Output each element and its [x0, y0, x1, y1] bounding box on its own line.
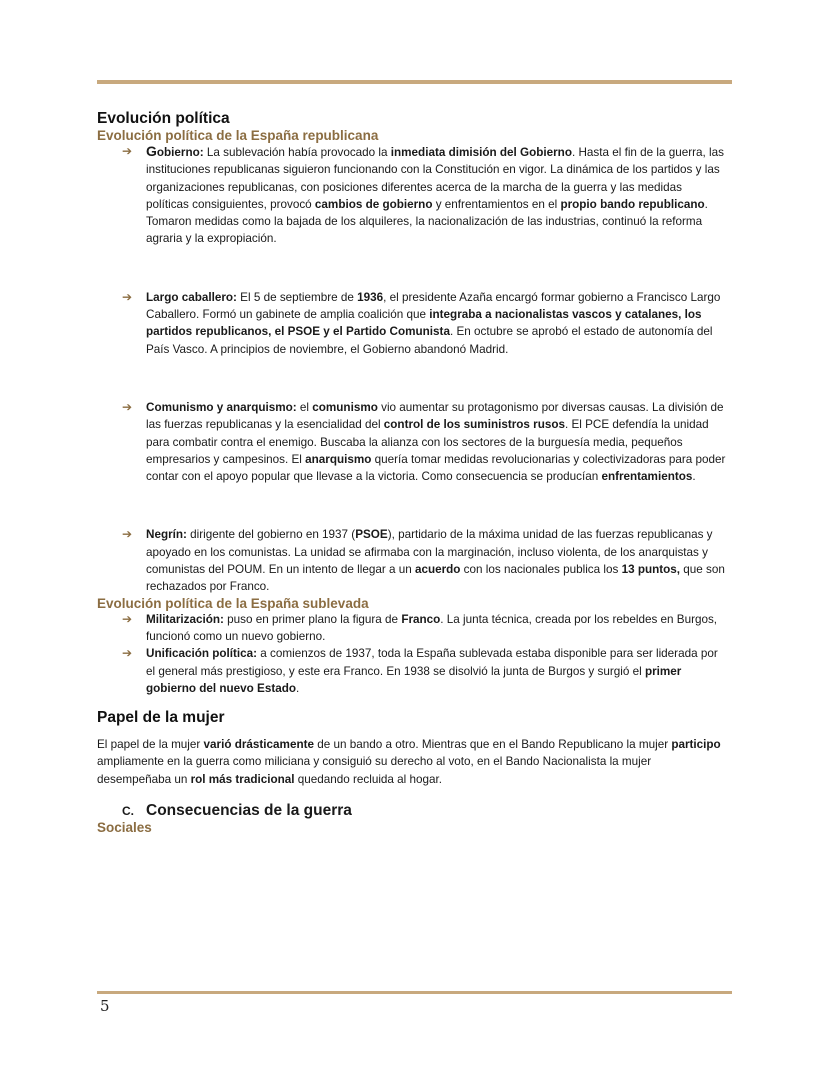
heading-evolucion-politica: Evolución política — [97, 110, 230, 127]
body-text: quedando recluida al hogar. — [294, 772, 443, 786]
list-item-comunismo-anarquismo — [122, 399, 727, 485]
bold-text: cambios de gobierno — [314, 197, 433, 211]
subheading-espana-sublevada: Evolución política de la España sublevada — [97, 595, 369, 611]
bottom-divider — [97, 991, 732, 994]
body-text: puso en primer plano la figura de — [223, 612, 402, 626]
bold-text: propio bando republicano — [560, 197, 705, 211]
body-text: y enfrentamientos en el — [432, 197, 561, 211]
subheading-sociales: Sociales — [97, 820, 152, 836]
bold-text: Largo caballero: — [146, 290, 237, 304]
body-text: dirigente del gobierno en 1937 ( — [186, 528, 356, 542]
arrow-bullet-icon: ➔ — [122, 144, 133, 158]
bold-text: Negrín: — [146, 528, 187, 542]
section-letter: C. — [122, 804, 134, 819]
list-item-largo-caballero — [122, 289, 727, 358]
body-text: . — [692, 470, 696, 484]
body-text: , el presidente Azaña encargó formar gobierno a Francisco Largo Caballero. Formó un gabinete de amplia coalición que — [146, 290, 721, 322]
list-item-unificacion-politica — [122, 645, 727, 697]
heading-papel-mujer: Papel de la mujer — [97, 709, 225, 727]
bold-text: comunismo — [312, 400, 378, 414]
bold-text: Unificación política: — [146, 647, 258, 661]
bold-text: Franco — [401, 612, 441, 626]
republicana-list — [97, 143, 727, 596]
body-text: . La junta técnica, creada por los rebeldes en Burgos, funcionó como un nuevo gobierno. — [146, 612, 718, 643]
bold-text: inmediata dimisión del Gobierno — [390, 146, 572, 159]
bold-text: Comunismo y anarquismo: — [146, 400, 297, 414]
list-item-negrin — [122, 526, 727, 595]
body-text: que son rechazados por Franco. — [146, 563, 725, 594]
bold-text: 13 puntos, — [621, 563, 681, 577]
bold-text: Militarización: — [146, 612, 224, 626]
bold-text: acuerdo — [414, 563, 461, 577]
bold-text: obierno: — [156, 146, 204, 159]
page-content — [97, 106, 727, 835]
body-text: . — [296, 681, 300, 695]
bold-text: enfrentamientos — [601, 470, 693, 484]
top-divider — [97, 80, 732, 84]
bold-text: G — [146, 143, 157, 159]
bold-text: integraba a nacionalistas vascos y catalanes, los partidos republicanos, el PSOE y el Partido Comunista — [146, 308, 702, 339]
body-text: . Hasta el fin de la guerra, las instituciones republicanas siguieron funcionando con la Constitución en vigor. La dinámica de los partidos y las organizaciones republicanas, con posiciones diferentes acerca de la marcha de la guerra y las medidas políticas consiguientes, provocó — [146, 146, 724, 211]
bold-text: primer gobierno del nuevo Estado — [146, 664, 682, 695]
body-text: quería tomar medidas revolucionarias y colectivizadoras para poder contar con el apoyo popular que llevase a la victoria. Como consecuencia se producían — [146, 452, 726, 484]
body-text: el — [296, 400, 313, 414]
body-text: . En octubre se aprobó el estado de autonomía del País Vasco. A principios de noviembre, el Gobierno abandonó Madrid. — [146, 325, 713, 356]
bold-text: rol más tradicional — [190, 772, 295, 786]
body-text: . Tomaron medidas como la bajada de los alquileres, la nacionalización de las industrias, continuó la reforma agraria y la expropiación. — [146, 197, 708, 246]
body-text: El 5 de septiembre de — [236, 290, 358, 304]
body-text: de un bando a otro. Mientras que en el Bando Republicano la mujer — [313, 738, 672, 752]
body-text: ampliamente en la guerra como miliciana y consiguió su derecho al voto, en el Bando Nacionalista la mujer desempeñaba un — [97, 755, 652, 786]
heading-consecuencias — [122, 802, 727, 820]
bold-text: PSOE — [355, 528, 388, 542]
bold-text: participo — [671, 738, 721, 752]
paragraph-papel-mujer — [97, 736, 727, 788]
arrow-bullet-icon: ➔ — [122, 399, 133, 414]
bold-text: control de los suministros rusos — [383, 418, 565, 432]
subheading-espana-republicana: Evolución política de la España republicana — [97, 128, 379, 143]
page-number: 5 — [100, 997, 110, 1015]
bold-text: 1936 — [357, 290, 384, 304]
heading-consecuencias-title: Consecuencias de la guerra — [146, 802, 352, 820]
body-text: a comienzos de 1937, toda la España sublevada estaba disponible para ser liderada por el general más prestigioso, y este era Franco. En 1938 se disolvió la junta de Burgos y surgió el — [146, 647, 718, 678]
body-text: ), partidario de la máxima unidad de las fuerzas republicanas y apoyado en los comunistas. La unidad se afirmaba con la marginación, incluso violenta, de los anarquistas y comunistas del POUM. En un intento de llegar a un — [146, 528, 713, 577]
arrow-bullet-icon: ➔ — [122, 527, 133, 542]
bold-text: varió drásticamente — [203, 738, 314, 752]
arrow-bullet-icon: ➔ — [122, 646, 133, 661]
body-text: El papel de la mujer — [97, 738, 204, 752]
body-text: La sublevación había provocado la — [203, 146, 391, 159]
sublevada-list — [97, 611, 727, 697]
list-item-gobierno — [122, 143, 727, 248]
arrow-bullet-icon: ➔ — [122, 611, 133, 626]
body-text: vio aumentar su protagonismo por diversas causas. La división de las fuerzas republicanas y la esencialidad del — [146, 400, 724, 432]
arrow-bullet-icon: ➔ — [122, 289, 133, 304]
bold-text: anarquismo — [305, 452, 372, 466]
list-item-militarizacion — [122, 611, 727, 646]
body-text: con los nacionales publica los — [460, 563, 622, 577]
body-text: . El PCE defendía la unidad para combatir contra el enemigo. Buscaba la alianza con los sectores de la burguesía media, pequeños empresarios y campesinos. El — [146, 418, 709, 466]
